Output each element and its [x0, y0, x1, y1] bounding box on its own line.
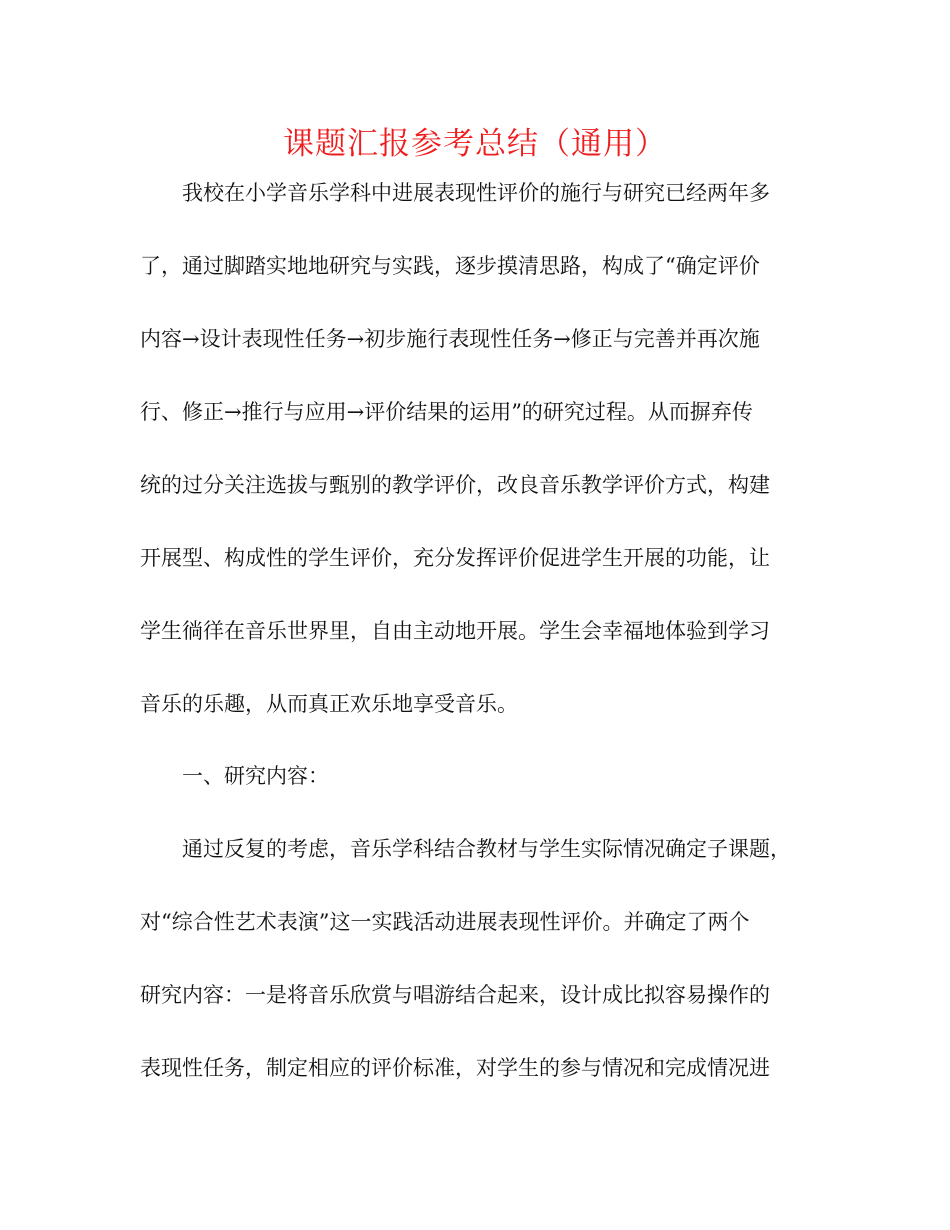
paragraph-line: 研究内容：一是将音乐欣赏与唱游结合起来，设计成比拟容易操作的: [140, 983, 770, 1007]
paragraph-line: 学生徜徉在音乐世界里，自由主动地开展。学生会幸福地体验到学习: [140, 619, 770, 643]
paragraph-intro: [140, 157, 820, 741]
paragraph-line: 开展型、构成性的学生评价，充分发挥评价促进学生开展的功能，让: [140, 546, 770, 570]
paragraph-line: 通过反复的考虑，音乐学科结合教材与学生实际情况确定子课题，: [182, 837, 791, 861]
paragraph-line: 对“综合性艺术表演”这一实践活动进展表现性评价。并确定了两个: [140, 910, 750, 934]
paragraph-line: 内容→设计表现性任务→初步施行表现性任务→修正与完善并再次施: [140, 327, 760, 351]
paragraph-line: 行、修正→推行与应用→评价结果的运用”的研究过程。从而摒弃传: [140, 400, 753, 424]
paragraph-line: 表现性任务，制定相应的评价标准，对学生的参与情况和完成情况进: [140, 1056, 770, 1080]
section-heading-block: [140, 740, 820, 813]
paragraph-research-content: [140, 813, 820, 1105]
document-title: 课题汇报参考总结（通用）: [283, 126, 667, 162]
paragraph-line: 音乐的乐趣，从而真正欢乐地享受音乐。: [140, 692, 518, 716]
section-heading: 一、研究内容：: [182, 764, 329, 788]
paragraph-line: 统的过分关注选拔与甄别的教学评价，改良音乐教学评价方式，构建: [140, 473, 770, 497]
paragraph-line: 了，通过脚踏实地地研究与实践，逐步摸清思路，构成了“确定评价: [140, 254, 760, 278]
paragraph-line: 我校在小学音乐学科中进展表现性评价的施行与研究已经两年多: [182, 181, 770, 205]
